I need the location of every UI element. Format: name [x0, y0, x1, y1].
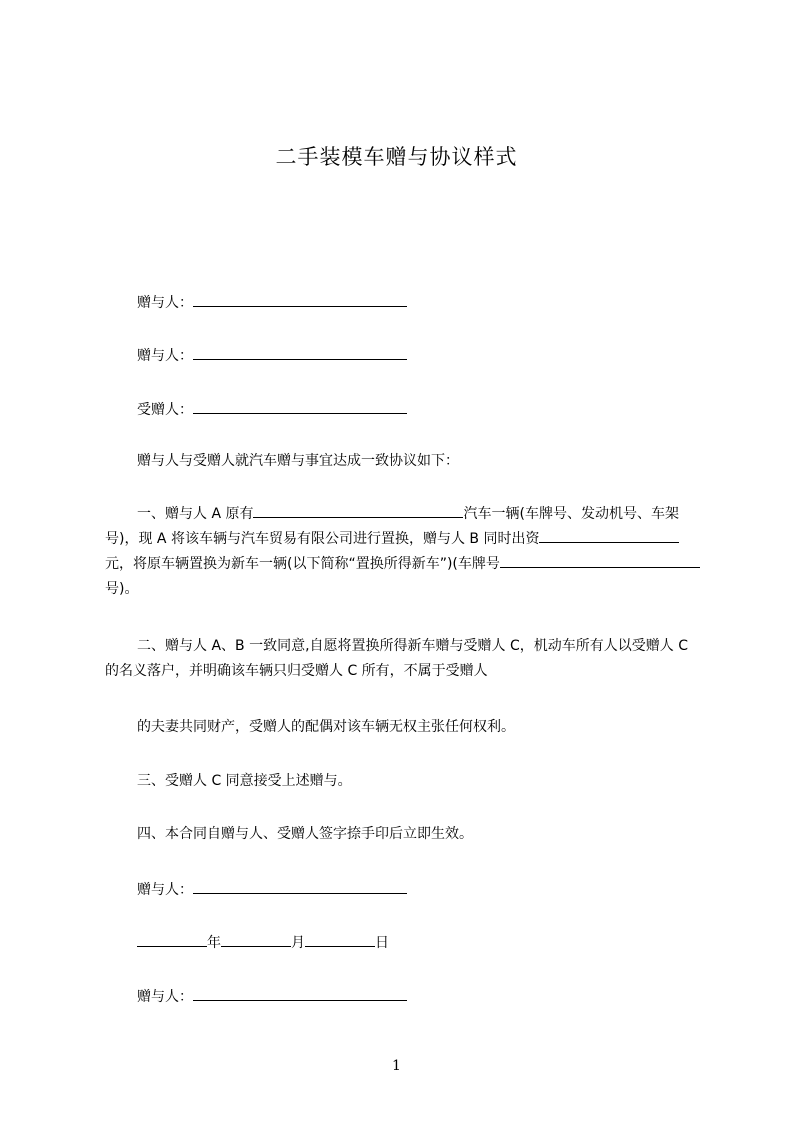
fill-in-blank	[539, 527, 679, 543]
party-label: 赠与人：	[137, 295, 193, 311]
fill-in-blank	[305, 931, 375, 947]
signature-label: 赠与人：	[137, 882, 193, 898]
document-title: 二手装模车赠与协议样式	[275, 145, 518, 169]
party-recipient	[137, 398, 407, 420]
fill-in-blank	[193, 291, 407, 307]
signature-label: 赠与人：	[137, 989, 193, 1005]
clause-1-part4: 号)。	[105, 581, 139, 597]
fill-in-blank	[137, 931, 207, 947]
clause-2	[105, 634, 705, 684]
fill-in-blank	[253, 502, 463, 518]
party-donor-2	[137, 344, 407, 366]
signature-donor-2	[137, 985, 407, 1007]
party-label: 受赠人：	[137, 402, 193, 418]
clause-2-line1: 二、赠与人 A、B 一致同意,自愿将置换所得新车赠与受赠人 C，机动车所有人以受赠人 C 的名义落户，并明确该车辆只归受赠人 C 所有，不属于受赠人	[105, 638, 688, 679]
signature-donor-1	[137, 878, 407, 900]
clause-4: 四、本合同自赠与人、受赠人签字捺手印后立即生效。	[137, 826, 473, 842]
fill-in-blank	[221, 931, 291, 947]
clause-1-part1: 一、赠与人 A 原有	[137, 506, 254, 522]
fill-in-blank	[193, 344, 407, 360]
fill-in-blank	[193, 878, 407, 894]
date-month-label: 月	[291, 935, 305, 951]
party-donor-1	[137, 291, 407, 313]
fill-in-blank	[193, 985, 407, 1001]
party-label: 赠与人：	[137, 348, 193, 364]
clause-3: 三、受赠人 C 同意接受上述赠与。	[137, 773, 352, 789]
date-day-label: 日	[375, 935, 389, 951]
clause-1-part2: 汽车一辆(车牌号、发动机号、车架号)，现 A 将该车辆与汽车贸易有限公司进行置换，赠与人 B 同时出资	[105, 506, 679, 547]
clause-2-continued: 的夫妻共同财产，受赠人的配偶对该车辆无权主张任何权利。	[137, 719, 515, 735]
fill-in-blank	[500, 552, 700, 568]
date-year-label: 年	[207, 935, 221, 951]
intro-text: 赠与人与受赠人就汽车赠与事宜达成一致协议如下：	[137, 453, 459, 469]
fill-in-blank	[193, 398, 407, 414]
clause-1	[105, 502, 705, 602]
clause-1-part3: 元，将原车辆置换为新车一辆(以下简称“置换所得新车”)(车牌号	[105, 556, 500, 572]
signature-date	[137, 931, 389, 953]
page-number: 1	[392, 1058, 401, 1074]
